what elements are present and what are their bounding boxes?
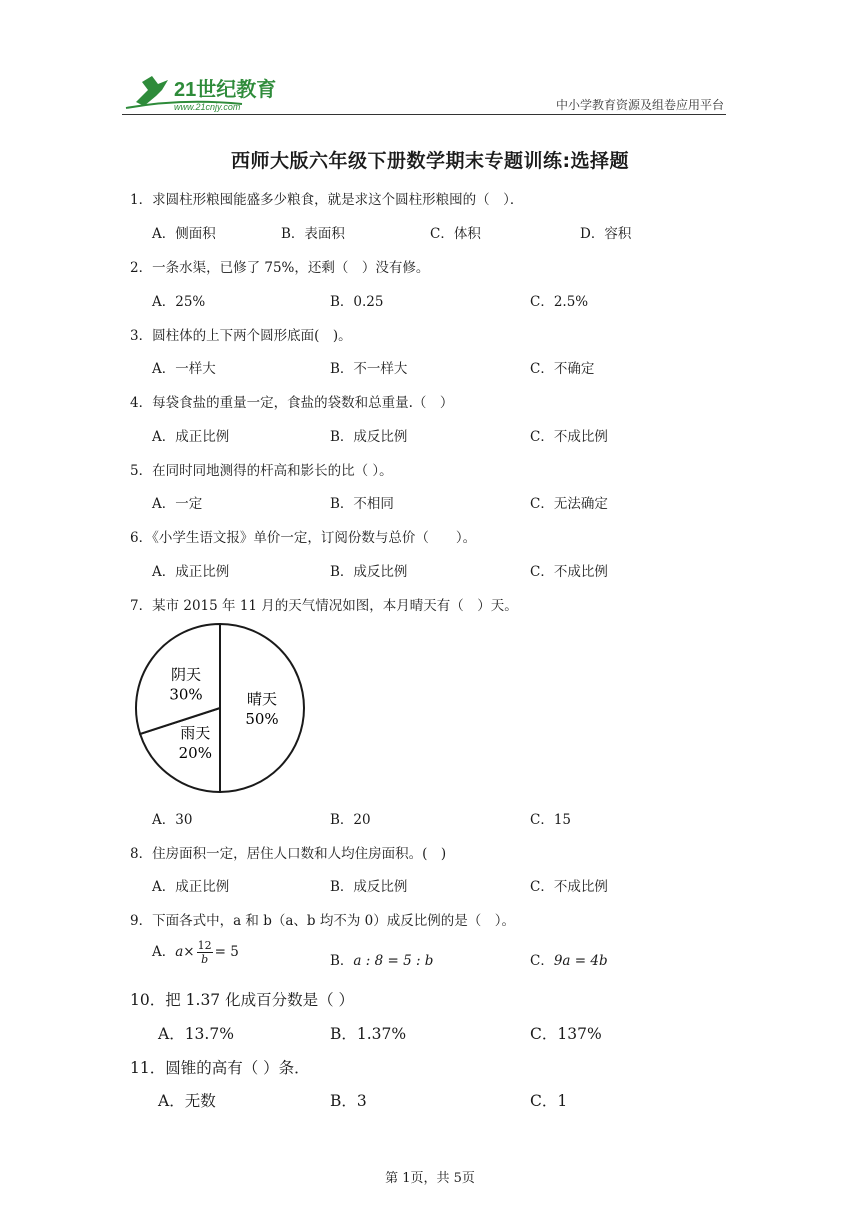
q6-option-a: A．成正比例: [152, 564, 230, 580]
pie-label-1: 雨天: [180, 723, 211, 742]
page-footer: 第 1页，共 5页: [385, 1171, 475, 1186]
q9-c-expression: 9a = 4b: [553, 953, 608, 969]
q6-option-c: C．不成比例: [530, 564, 608, 580]
pie-value-label-0: 50%: [245, 710, 279, 728]
question-11: 11．圆锥的高有（ ）条．: [130, 1059, 310, 1077]
question-8: 8．住房面积一定，居住人口数和人均住房面积。( ): [130, 846, 447, 862]
q9-b-expression: a : 8 = 5 : b: [353, 953, 434, 969]
q11-option-c: C．1: [530, 1092, 568, 1110]
q9-option-a: [152, 940, 239, 965]
pie-value-label-1: 20%: [178, 743, 212, 762]
q5-option-a: A．一定: [152, 496, 203, 512]
logo: [122, 68, 322, 112]
logo-text: 21世纪教育: [174, 79, 277, 101]
question-1: 1．求圆柱形粮囤能盛多少粮食，就是求这个圆柱形粮囤的（ ）．: [130, 192, 524, 208]
q10-option-b: B．1.37%: [330, 1025, 407, 1043]
q11-option-b: B．3: [330, 1092, 367, 1110]
pie-value-label-2: 30%: [169, 685, 203, 704]
page-header: [122, 62, 726, 118]
page-title: 西师大版六年级下册数学期末专题训练:选择题: [230, 150, 630, 172]
q9-option-b-label: B．: [330, 953, 354, 969]
q3-option-a: A．一样大: [152, 361, 216, 377]
q9-option-c: [530, 949, 608, 969]
q7-option-c: C．15: [530, 812, 572, 828]
q8-option-c: C．不成比例: [530, 879, 608, 895]
question-3: 3．圆柱体的上下两个圆形底面( )。: [130, 328, 352, 344]
pie-label-0: 晴天: [246, 690, 278, 708]
q4-option-a: A．成正比例: [152, 429, 230, 445]
pie-label-2: 阴天: [171, 665, 202, 684]
q9-option-b: [330, 949, 433, 969]
q10-option-a: A．13.7%: [158, 1025, 234, 1043]
question-6: 6．《小学生语文报》单价一定，订阅份数与总价（ ）。: [130, 530, 477, 546]
q11-option-a: A．无数: [158, 1092, 216, 1110]
header-rule: [122, 114, 726, 115]
q8-option-b: B．成反比例: [330, 879, 408, 895]
pie-slice-0: [220, 624, 304, 792]
question-4: 4．每袋食盐的重量一定，食盐的袋数和总重量.（ ）: [130, 395, 454, 411]
q7-option-b: B．20: [330, 812, 371, 828]
weather-pie-chart: [130, 618, 310, 798]
q2-option-c: C．2.5%: [530, 294, 589, 310]
question-2: 2．一条水渠，已修了 75%，还剩（ ）没有修。: [130, 260, 430, 276]
q9-option-a-label: A．: [152, 944, 176, 960]
question-7: 7．某市 2015 年 11 月的天气情况如图，本月晴天有（ ）天。: [130, 598, 518, 614]
question-10: 10．把 1.37 化成百分数是（ ）: [130, 991, 355, 1009]
q10-option-c: C．137%: [530, 1025, 602, 1043]
question-9: 9．下面各式中，a 和 b（a、b 均不为 0）成反比例的是（ ）。: [130, 913, 515, 929]
q4-option-b: B．成反比例: [330, 429, 408, 445]
question-5: 5．在同时同地测得的杆高和影长的比（ ）。: [130, 463, 393, 479]
q3-option-b: B．不一样大: [330, 361, 408, 377]
q6-option-b: B．成反比例: [330, 564, 408, 580]
q9-a-denominator: b: [201, 953, 209, 966]
q1-option-a: A．侧面积: [152, 226, 216, 242]
platform-tagline: 中小学教育资源及组卷应用平台: [555, 98, 724, 112]
q9-a-right: = 5: [214, 944, 239, 960]
q1-option-b: B．表面积: [281, 226, 345, 242]
q5-option-b: B．不相同: [330, 496, 394, 512]
q1-option-d: D．容积: [580, 226, 632, 242]
q3-option-c: C．不确定: [530, 361, 595, 377]
q2-option-a: A．25%: [152, 294, 206, 310]
q2-option-b: B．0.25: [330, 294, 384, 310]
runner-figure: [136, 76, 168, 106]
q1-option-c: C．体积: [430, 226, 481, 242]
q9-a-numerator: 12: [197, 939, 212, 952]
q9-option-c-label: C．: [530, 953, 554, 969]
q7-option-a: A．30: [152, 812, 193, 828]
q8-option-a: A．成正比例: [152, 879, 230, 895]
q9-a-fraction: [197, 940, 213, 965]
logo-url-text: www.21cnjy.com: [174, 102, 241, 112]
q9-a-left: a×: [175, 944, 195, 960]
q4-option-c: C．不成比例: [530, 429, 608, 445]
q5-option-c: C．无法确定: [530, 496, 608, 512]
